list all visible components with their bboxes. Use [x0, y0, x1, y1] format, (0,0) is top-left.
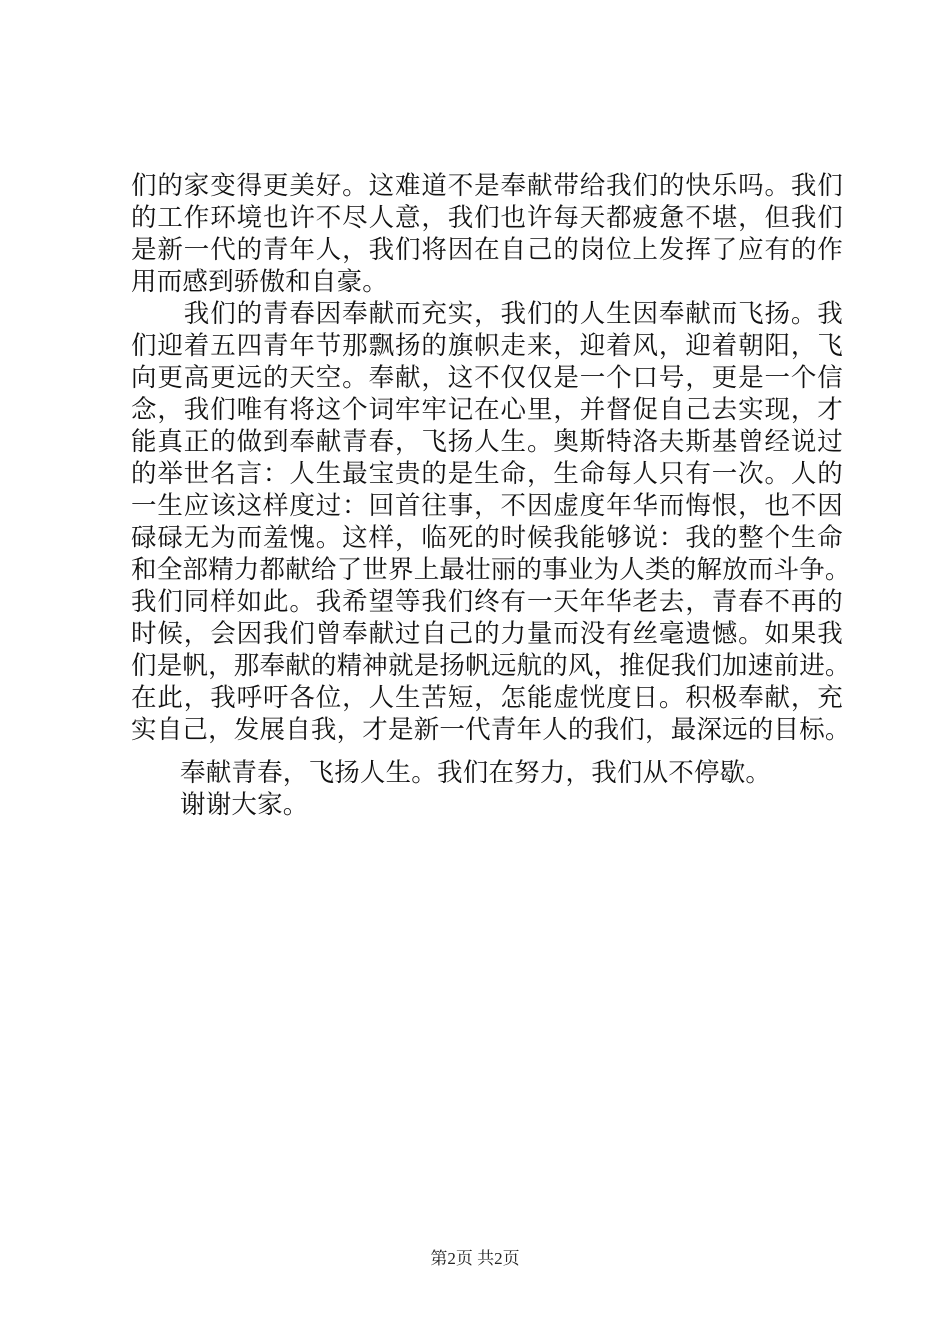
page-number-footer: 第2页 共2页 — [430, 1249, 520, 1268]
closing-line: 奉献青春，飞扬人生。我们在努力，我们从不停歇。 — [180, 758, 772, 788]
closing-remarks — [180, 757, 830, 821]
paragraph-2-line: 和全部精力都献给了世界上最壮丽的事业为人类的解放而斗争。 — [131, 555, 851, 585]
closing-line: 谢谢大家。 — [180, 790, 309, 820]
paragraph-2-line: 们是帆，那奉献的精神就是扬帆远航的风，推促我们加速前进。 — [131, 651, 851, 681]
paragraph-2-line: 能真正的做到奉献青春，飞扬人生。奥斯特洛夫斯基曾经说过 — [131, 427, 843, 457]
paragraph-1-line: 的工作环境也许不尽人意，我们也许每天都疲惫不堪，但我们 — [131, 203, 843, 233]
paragraph-2-line: 向更高更远的天空。奉献，这不仅仅是一个口号，更是一个信 — [131, 363, 843, 393]
paragraph-2-line: 实自己，发展自我，才是新一代青年人的我们，最深远的目标。 — [131, 715, 851, 745]
speech-body — [131, 170, 851, 746]
paragraph-2-line: 们迎着五四青年节那飘扬的旗帜走来，迎着风，迎着朝阳，飞 — [131, 331, 843, 361]
paragraph-2-line: 我们的青春因奉献而充实，我们的人生因奉献而飞扬。我 — [131, 299, 843, 329]
paragraph-1-line: 用而感到骄傲和自豪。 — [131, 267, 389, 297]
paragraph-2-line: 一生应该这样度过：回首往事，不因虚度年华而悔恨，也不因 — [131, 491, 843, 521]
paragraph-1-line: 们的家变得更美好。这难道不是奉献带给我们的快乐吗。我们 — [131, 171, 843, 201]
paragraph-2-line: 在此，我呼吁各位，人生苦短，怎能虚恍度日。积极奉献，充 — [131, 683, 843, 713]
paragraph-2-line: 念，我们唯有将这个词牢牢记在心里，并督促自己去实现，才 — [131, 395, 843, 425]
paragraph-2-line: 时候，会因我们曾奉献过自己的力量而没有丝毫遗憾。如果我 — [131, 619, 843, 649]
paragraph-1-line: 是新一代的青年人，我们将因在自己的岗位上发挥了应有的作 — [131, 235, 843, 265]
paragraph-2-line: 我们同样如此。我希望等我们终有一天年华老去，青春不再的 — [131, 587, 843, 617]
paragraph-2-line: 的举世名言：人生最宝贵的是生命，生命每人只有一次。人的 — [131, 459, 843, 489]
paragraph-2-line: 碌碌无为而羞愧。这样，临死的时候我能够说：我的整个生命 — [131, 523, 843, 553]
